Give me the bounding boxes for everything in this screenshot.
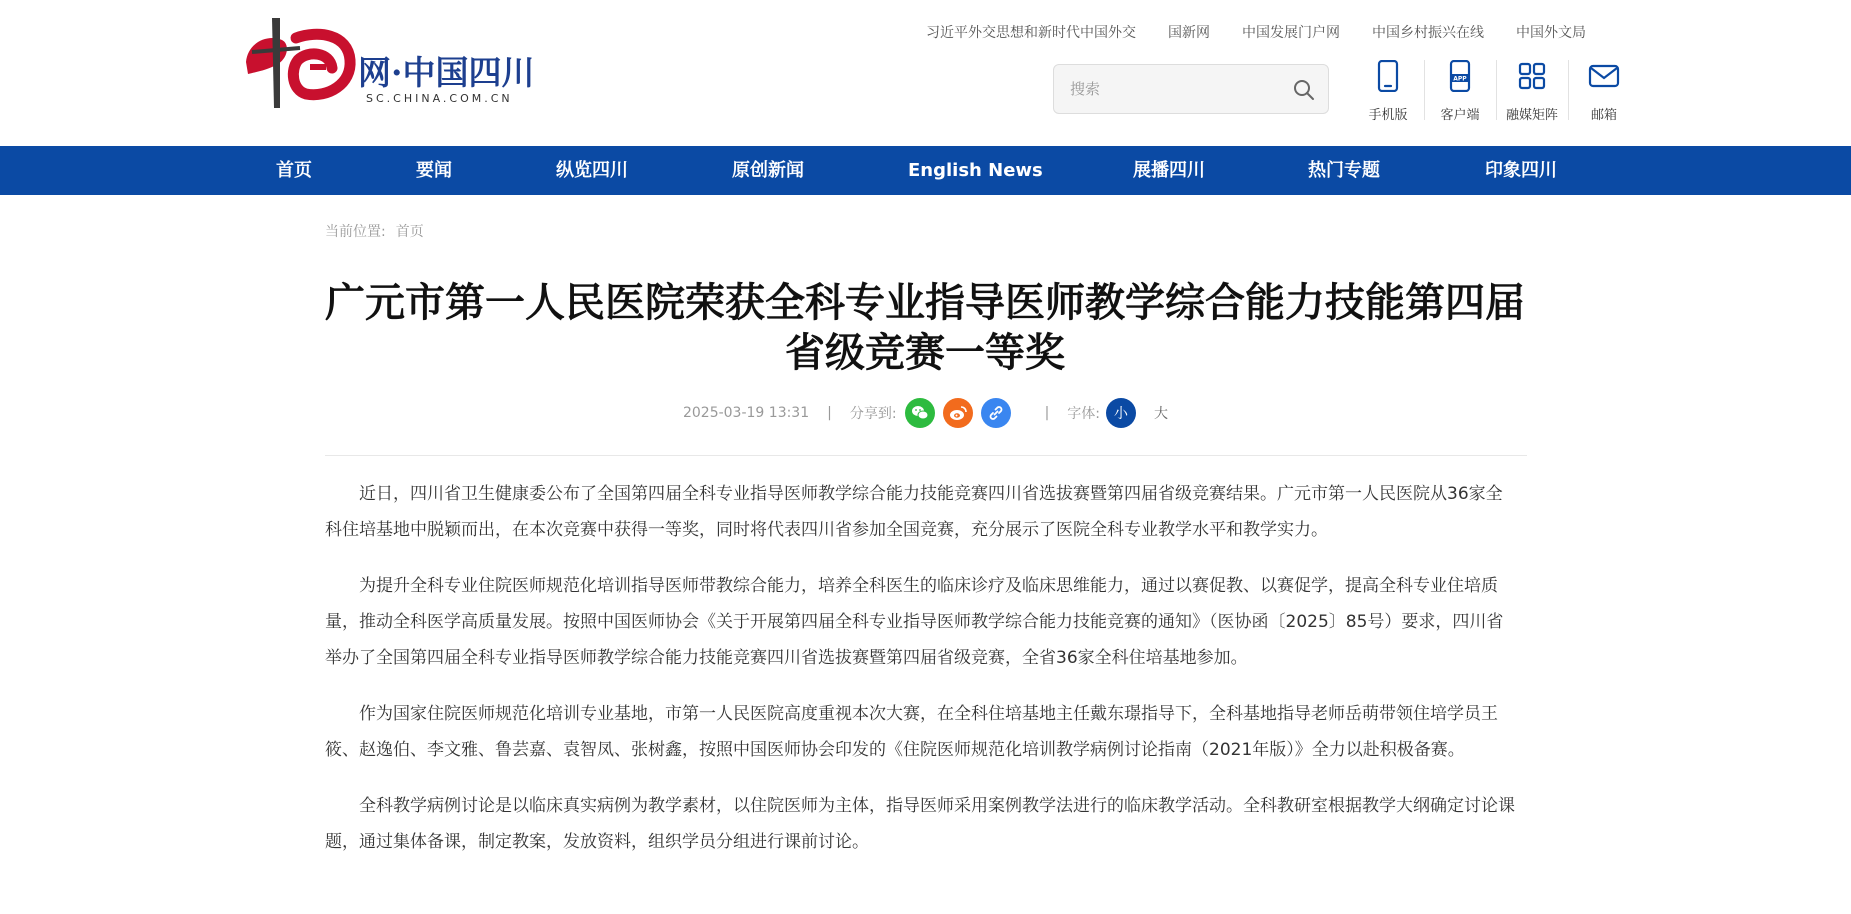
app-icon [1449, 56, 1471, 104]
weibo-share-icon[interactable] [943, 398, 973, 428]
top-links [926, 22, 1586, 42]
font-small-button[interactable]: 小 [1106, 398, 1136, 428]
tool-links [1352, 56, 1640, 124]
breadcrumb-home-link[interactable]: 首页 [395, 224, 424, 240]
article-title-line2: 省级竞赛一等奖 [785, 330, 1065, 376]
app-client-label: 客户端 [1440, 108, 1480, 123]
search-input[interactable] [1054, 79, 1292, 99]
mobile-icon [1377, 56, 1399, 104]
logo-text: 网·中国四川 [358, 53, 535, 92]
article-meta [0, 398, 1851, 428]
title-divider [325, 455, 1527, 456]
share-label: 分享到: [849, 406, 897, 422]
article-title [320, 278, 1530, 378]
nav-item-english-news[interactable]: English News [908, 160, 1043, 181]
media-matrix-link[interactable] [1496, 56, 1568, 124]
article-title-line1: 广元市第一人民医院荣获全科专业指导医师教学综合能力技能第四届 [325, 280, 1525, 326]
wechat-share-icon[interactable] [905, 398, 935, 428]
app-badge: APP [1453, 75, 1467, 83]
article-paragraph: 全科教学病例讨论是以临床真实病例为教学素材，以住院医师为主体，指导医师采用案例教学法进行的临床教学活动。全科教研室根据教学大纲确定讨论课题，通过集体备课，制定教案，发放资料，组织学员分组进行课前讨论。 [325, 796, 1515, 852]
top-link-rural-revitalization[interactable]: 中国乡村振兴在线 [1372, 25, 1484, 41]
top-link-development-gateway[interactable]: 中国发展门户网 [1242, 25, 1340, 41]
breadcrumb-label: 当前位置: [325, 224, 386, 240]
nav-item-original-news[interactable]: 原创新闻 [732, 160, 804, 181]
nav-item-impression-sichuan[interactable]: 印象四川 [1485, 160, 1557, 181]
nav-item-news[interactable]: 要闻 [416, 160, 452, 181]
site-logo[interactable] [238, 12, 542, 112]
search-icon[interactable] [1292, 78, 1316, 102]
publish-date: 2025-03-19 13:31 [682, 405, 810, 421]
china-logo-mark [238, 12, 542, 112]
main-nav [0, 146, 1851, 195]
top-link-scio[interactable]: 国新网 [1168, 25, 1210, 41]
nav-item-hot-topics[interactable]: 热门专题 [1308, 160, 1380, 181]
site-header [0, 0, 1851, 146]
top-link-diplomacy[interactable]: 习近平外交思想和新时代中国外交 [926, 25, 1136, 41]
article-paragraph: 作为国家住院医师规范化培训专业基地，市第一人民医院高度重视本次大赛，在全科住培基地主任戴东璟指导下，全科基地指导老师岳萌带领住培学员王筱、赵逸伯、李文雅、鲁芸嘉、袁智凤、张树鑫，按照中国医师协会印发的《住院医师规范化培训教学病例讨论指南（2021年版）》全力以赴积极备赛。 [325, 704, 1498, 760]
article-body [325, 476, 1515, 880]
app-client-link[interactable] [1424, 56, 1496, 124]
nav-item-home[interactable]: 首页 [276, 160, 312, 181]
search-box [1053, 64, 1329, 114]
copy-link-icon[interactable] [981, 398, 1011, 428]
meta-separator: | [827, 405, 832, 421]
mobile-version-link[interactable] [1352, 56, 1424, 124]
font-large-button[interactable]: 大 [1154, 406, 1169, 422]
font-size-label: 字体: [1067, 406, 1101, 422]
logo-subtext: SC.CHINA.COM.CN [366, 92, 513, 105]
mail-icon [1588, 56, 1620, 104]
media-matrix-label: 融媒矩阵 [1505, 108, 1558, 123]
breadcrumb [325, 221, 424, 241]
mobile-version-label: 手机版 [1368, 108, 1408, 123]
article-paragraph: 近日，四川省卫生健康委公布了全国第四届全科专业指导医师教学综合能力技能竞赛四川省选拔赛暨第四届省级竞赛结果。广元市第一人民医院从36家全科住培基地中脱颖而出，在本次竞赛中获得一等奖，同时将代表四川省参加全国竞赛，充分展示了医院全科专业教学水平和教学实力。 [325, 484, 1503, 540]
mailbox-link[interactable] [1568, 56, 1640, 124]
article-paragraph: 为提升全科专业住院医师规范化培训指导医师带教综合能力，培养全科医生的临床诊疗及临床思维能力，通过以赛促教、以赛促学，提高全科专业住培质量，推动全科医学高质量发展。按照中国医师协会《关于开展第四届全科专业指导医师教学综合能力技能竞赛的通知》（医协函〔2025〕85号）要求，四川省举办了全国第四届全科专业指导医师教学综合能力技能竞赛四川省选拔赛暨第四届省级竞赛，全省36家全科住培基地参加。 [325, 576, 1504, 668]
top-link-cipg[interactable]: 中国外文局 [1516, 25, 1586, 41]
grid-icon [1518, 56, 1546, 104]
nav-item-sichuan-showcase[interactable]: 展播四川 [1133, 160, 1205, 181]
mailbox-label: 邮箱 [1590, 108, 1617, 123]
meta-separator: | [1044, 405, 1050, 421]
nav-item-sichuan-overview[interactable]: 纵览四川 [556, 160, 628, 181]
